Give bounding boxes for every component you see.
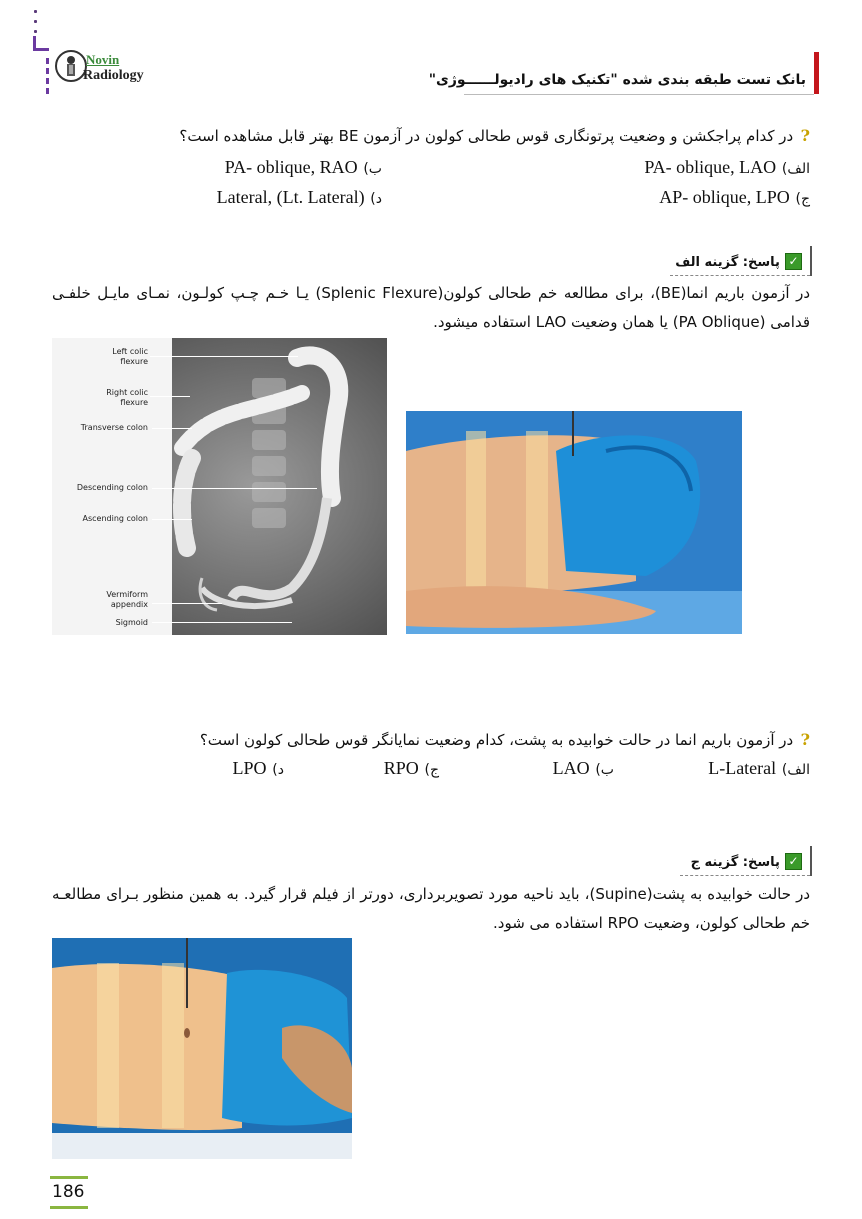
check-icon: ✓ <box>785 853 802 870</box>
patient-position-photo-rpo <box>52 938 352 1159</box>
question-mark-icon: ? <box>800 730 810 749</box>
logo-text-radiology: Radiology <box>83 68 144 83</box>
explanation-line: قدامی (PA Oblique) یا همان وضعیت LAO استفاده میشود. <box>433 313 810 331</box>
header-corner <box>33 48 49 51</box>
page-number-rule <box>50 1176 88 1179</box>
option-label: د) <box>370 191 382 207</box>
answer-2-box <box>680 846 812 876</box>
xray-label-descending: Descending colon <box>76 483 148 492</box>
patient-position-photo-lao <box>406 411 742 634</box>
explanation-line: خم طحالی کولون، وضعیت RPO استفاده می شود. <box>493 914 810 932</box>
page-number: 186 <box>52 1182 85 1202</box>
header-title: بانک تست طبقه بندی شده "تکنیک های رادیولــــــوژی" <box>428 72 806 88</box>
option-text: PA- oblique, LAO <box>644 157 777 177</box>
q2-option-b <box>553 758 614 779</box>
option-text: PA- oblique, RAO <box>224 157 358 177</box>
option-label: الف) <box>781 762 810 778</box>
answer-1-box <box>670 246 812 276</box>
question-mark-icon: ? <box>800 126 810 145</box>
barium-enema-xray-image <box>52 338 387 635</box>
header-dot <box>34 10 37 13</box>
option-text: Lateral, (Lt. Lateral) <box>216 187 365 207</box>
q2-option-c <box>384 758 439 779</box>
explanation-line: در حالت خوابیده به پشت(Supine)، باید ناحیه مورد تصویربرداری، دورتر از فیلم قرار گیرد. به همین منظور بـرای مطالعـه <box>52 885 810 903</box>
option-label: ج) <box>795 191 810 207</box>
q2-option-a <box>708 758 810 779</box>
answer-2-explanation <box>52 880 810 938</box>
xray-label-left-colic: Left colic flexure <box>112 347 148 366</box>
option-text: RPO <box>383 758 419 778</box>
xray-label-sigmoid: Sigmoid <box>115 618 148 627</box>
explanation-line: در آزمون باریم انما(BE)، برای مطالعه خم طحالی کولون(Splenic Flexure) یـا خـم چـپ کولـون، نمـای مایـل خلفـی <box>52 284 811 302</box>
option-text: LAO <box>552 758 590 778</box>
question-2-text: در آزمون باریم انما در حالت خوابیده به پشت، کدام وضعیت نمایانگر قوس طحالی کولون است؟ <box>199 731 794 749</box>
option-text: LPO <box>232 758 267 778</box>
q2-option-d <box>233 758 284 779</box>
question-2 <box>50 730 810 749</box>
answer-1-explanation <box>52 279 810 337</box>
answer-1-label: پاسخ: گزینه الف <box>675 255 780 270</box>
header-divider <box>464 94 814 95</box>
q1-option-b <box>225 157 382 178</box>
option-label: الف) <box>781 161 810 177</box>
q1-option-c <box>659 187 810 208</box>
option-label: ب) <box>595 762 614 778</box>
answer-2-label: پاسخ: گزینه ج <box>690 855 780 870</box>
option-text: AP- oblique, LPO <box>659 187 790 207</box>
option-text: L-Lateral <box>708 758 777 778</box>
q1-option-d <box>217 187 382 208</box>
question-1-text: در کدام پراجکشن و وضعیت پرتونگاری قوس طحالی کولون در آزمون BE بهتر قابل مشاهده است؟ <box>179 127 794 145</box>
header-dot <box>34 30 37 33</box>
xray-label-right-colic: Right colic flexure <box>106 388 148 407</box>
xray-label-ascending: Ascending colon <box>82 514 148 523</box>
logo-text-novin: Novin <box>86 52 120 67</box>
header-corner <box>46 58 49 98</box>
question-1 <box>50 126 810 145</box>
option-label: ب) <box>363 161 382 177</box>
header-dot <box>34 20 37 23</box>
xray-label-transverse: Transverse colon <box>80 423 148 432</box>
q1-option-a <box>644 157 810 178</box>
check-icon: ✓ <box>785 253 802 270</box>
page-number-rule <box>50 1206 88 1209</box>
header-accent-bar <box>814 52 819 94</box>
option-label: ج) <box>424 762 439 778</box>
xray-label-vermiform: Vermiform appendix <box>106 590 148 609</box>
option-label: د) <box>272 762 284 778</box>
